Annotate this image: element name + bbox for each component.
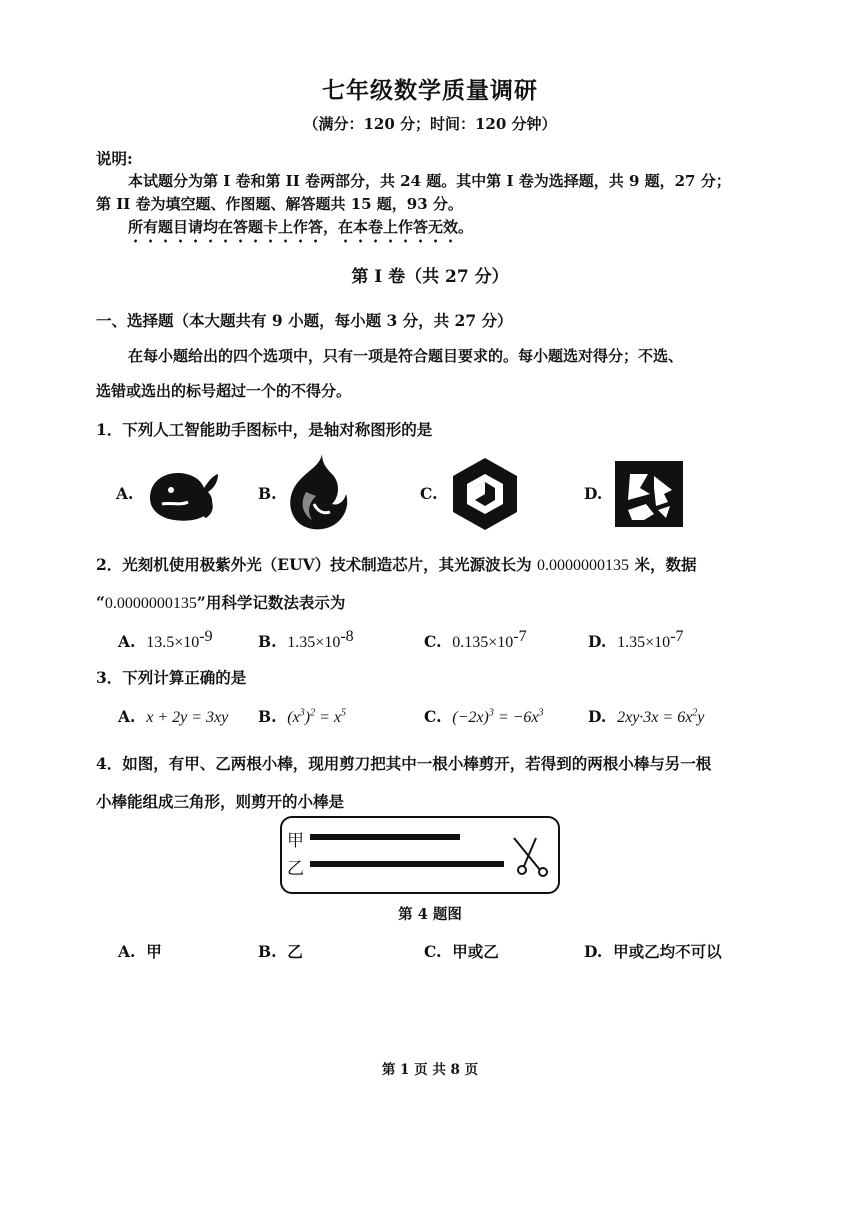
question-1-stem: 1．下列人工智能助手图标中，是轴对称图形的是 bbox=[96, 420, 433, 439]
notes-line-3: 所有题目请均在答题卡上作答，在本卷上作答无效。 bbox=[128, 218, 474, 236]
flame-drop-logo-icon bbox=[284, 452, 354, 532]
notes-label: 说明: bbox=[96, 149, 133, 168]
exam-subtitle: （满分：120 分；时间：120 分钟） bbox=[303, 115, 557, 133]
instructions-line-1: 在每小题给出的四个选项中，只有一项是符合题目要求的。每小题选对得分；不选、 bbox=[128, 347, 684, 365]
q4-option-b: B. 乙 bbox=[258, 942, 303, 961]
section-title: 第 Ⅰ 卷（共 27 分） bbox=[351, 267, 509, 287]
q1-option-b-label: B. bbox=[258, 484, 277, 503]
q3-option-a: A. x + 2y = 3xy bbox=[118, 707, 229, 726]
notes-line-2: 第 II 卷为填空题、作图题、解答题共 15 题，93 分。 bbox=[96, 195, 463, 213]
q2-option-a: A. $13.5\times 10^{-9}$ bbox=[118, 628, 213, 652]
question-2-stem-line-1: 2．光刻机使用极紫外光（EUV）技术制造芯片，其光源波长为 0.0000000135 米，数据 bbox=[96, 555, 697, 574]
q2-option-c: C. $0.135\times 10^{-7}$ bbox=[424, 628, 527, 652]
recycle-square-logo-icon bbox=[614, 460, 684, 528]
q1-option-c-label: C. bbox=[420, 484, 438, 503]
figure-4-caption: 第 4 题图 bbox=[398, 906, 462, 923]
hexagon-cube-logo-icon bbox=[450, 456, 520, 532]
q3-option-d: D. $2xy\cdot 3x = 6x^2y$ bbox=[588, 707, 705, 726]
q4-option-c: C. 甲或乙 bbox=[424, 942, 499, 961]
instructions-line-2: 选错或选出的标号超过一个的不得分。 bbox=[96, 382, 352, 400]
q3-option-b: B. $(x^3)^2 = x^5$ bbox=[258, 707, 346, 726]
stick-a bbox=[310, 834, 460, 840]
page-number: 第 1 页 共 8 页 bbox=[381, 1062, 479, 1078]
notes-line-1: 本试题分为第 I 卷和第 II 卷两部分，共 24 题。其中第 I 卷为选择题，共 9 题，27 分； bbox=[128, 172, 731, 190]
exam-title: 七年级数学质量调研 bbox=[322, 77, 538, 104]
q4-option-d: D. 甲或乙均不可以 bbox=[584, 942, 722, 961]
question-4-stem-line-1: 4．如图，有甲、乙两根小棒，现用剪刀把其中一根小棒剪开，若得到的两根小棒与另一根 bbox=[96, 754, 712, 773]
q1-option-a-label: A. bbox=[116, 484, 134, 503]
stick-a-label: 甲 bbox=[287, 831, 304, 851]
q4-option-a: A. 甲 bbox=[118, 942, 162, 961]
figure-4-box bbox=[280, 816, 560, 894]
q2-option-b: B. $1.35\times 10^{-8}$ bbox=[258, 628, 354, 652]
q2-option-d: D. $1.35\times 10^{-7}$ bbox=[588, 628, 684, 652]
question-2-stem-line-2: “0.0000000135”用科学记数法表示为 bbox=[96, 593, 346, 612]
q1-option-d-label: D. bbox=[584, 484, 603, 503]
question-3-stem: 3．下列计算正确的是 bbox=[96, 668, 247, 687]
part-heading: 一、选择题（本大题共有 9 小题，每小题 3 分，共 27 分） bbox=[96, 311, 513, 330]
question-4-stem-line-2: 小棒能组成三角形，则剪开的小棒是 bbox=[96, 792, 345, 811]
whale-logo-icon bbox=[144, 462, 224, 524]
scissors-icon bbox=[510, 834, 550, 878]
q3-option-c: C. $(-2x)^3 = -6x^3$ bbox=[424, 707, 544, 726]
stick-b bbox=[310, 861, 504, 867]
stick-b-label: 乙 bbox=[287, 859, 304, 879]
